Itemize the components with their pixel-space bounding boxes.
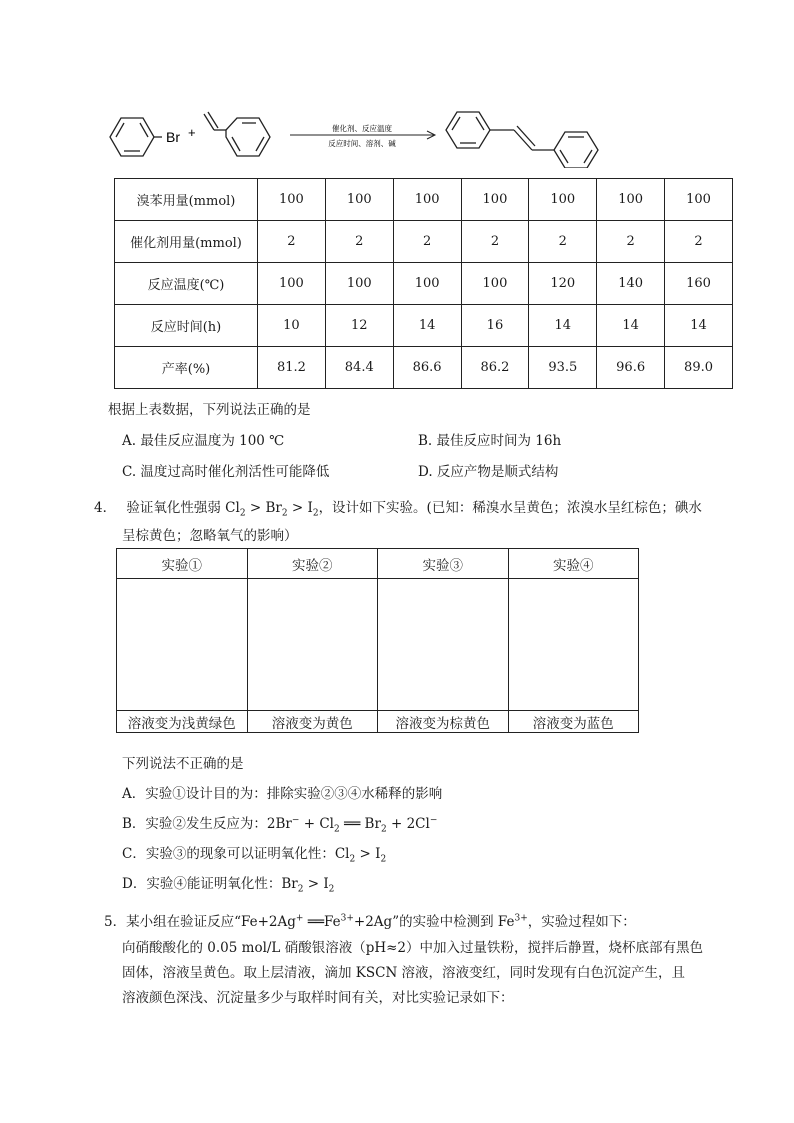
experiment-1-result: 溶液变为浅黄绿色: [117, 711, 248, 733]
bromobenzene-ring: [110, 118, 162, 156]
plus-sign: +: [188, 125, 196, 140]
q3-stem: 根据上表数据，下列说法正确的是: [108, 402, 311, 418]
table-cell: 96.6: [597, 347, 665, 389]
table-cell: 89.0: [665, 347, 733, 389]
experiment-2-figure: [247, 579, 378, 711]
table-cell: 2: [461, 221, 529, 263]
row-header: 催化剂用量(mmol): [115, 221, 258, 263]
table-row: [115, 347, 733, 389]
table-cell: 81.2: [258, 347, 326, 389]
experiment-3-header: 实验③: [378, 549, 509, 579]
reaction-scheme: [96, 104, 626, 168]
condition-bottom: 反应时间、溶剂、碱: [328, 139, 396, 148]
row-header: 产率(%): [115, 347, 258, 389]
q5-paragraph-line3: 溶液颜色深浅、沉淀量多少与取样时间有关，对比实验记录如下：: [122, 990, 514, 1006]
table-cell: 2: [597, 221, 665, 263]
bromo-label: Br: [166, 129, 180, 145]
q4-option-c: C．实验③的现象可以证明氧化性：$Cl_2 > I_2$: [122, 846, 387, 865]
table-cell: 100: [258, 179, 326, 221]
table-cell: 140: [597, 263, 665, 305]
table-cell: 86.6: [393, 347, 461, 389]
table-cell: 100: [529, 179, 597, 221]
yield-data-table: [114, 178, 733, 389]
q3-option-d: D. 反应产物是顺式结构: [418, 464, 559, 480]
q4-stem-line2: 呈棕黄色；忽略氧气的影响）: [122, 528, 298, 544]
table-cell: 2: [529, 221, 597, 263]
table-cell: 2: [665, 221, 733, 263]
q3-option-c: C. 温度过高时催化剂活性可能降低: [122, 464, 330, 480]
experiment-4-header: 实验④: [508, 549, 639, 579]
styrene: [204, 112, 270, 156]
table-cell: 84.4: [325, 347, 393, 389]
q5-stem: 5．某小组在验证反应“Fe+2Ag+ $══Fe^{3+}+2Ag$”的实验中检测到 $Fe^{3+}$，实验过程如下：: [104, 913, 636, 930]
table-cell: 14: [665, 305, 733, 347]
experiment-1-figure: [117, 579, 248, 711]
table-cell: 2: [258, 221, 326, 263]
row-header: 反应时间(h): [115, 305, 258, 347]
q4-option-a: A．实验①设计目的为：排除实验②③④水稀释的影响: [122, 786, 443, 802]
table-row: [117, 579, 639, 711]
q4-number: 4．: [94, 500, 117, 516]
table-row: [115, 305, 733, 347]
table-cell: 100: [461, 179, 529, 221]
table-cell: 100: [393, 179, 461, 221]
table-cell: 14: [529, 305, 597, 347]
table-cell: 86.2: [461, 347, 529, 389]
table-cell: 120: [529, 263, 597, 305]
table-cell: 14: [393, 305, 461, 347]
table-cell: 16: [461, 305, 529, 347]
experiment-2-header: 实验②: [247, 549, 378, 579]
experiment-3-figure: [378, 579, 509, 711]
experiment-4-figure: [508, 579, 639, 711]
experiment-table: [116, 548, 639, 733]
table-cell: 100: [325, 263, 393, 305]
q4-option-b: B．实验②发生反应为：$2Br^- + Cl_2$ ══ $Br_2 + 2Cl^-$: [122, 815, 438, 835]
table-cell: 100: [597, 179, 665, 221]
table-cell: 100: [325, 179, 393, 221]
condition-top: 催化剂、反应温度: [332, 124, 392, 133]
table-cell: 100: [258, 263, 326, 305]
table-cell: 100: [665, 179, 733, 221]
table-row: [117, 711, 639, 733]
table-row: [115, 221, 733, 263]
q5-paragraph-line2: 固体，溶液呈黄色。取上层清液，滴加 KSCN 溶液，溶液变红，同时发现有白色沉淀产生，且: [122, 965, 686, 981]
experiment-4-result: 溶液变为蓝色: [508, 711, 639, 733]
q4-stem-text: 验证氧化性强弱 $Cl_2 > Br_2 > I_2$，设计如下实验。(已知：稀溴水呈黄色；浓溴水呈红棕色；碘水: [126, 500, 702, 519]
table-cell: 93.5: [529, 347, 597, 389]
table-cell: 100: [461, 263, 529, 305]
q4-stem: [94, 496, 702, 519]
table-cell: 14: [597, 305, 665, 347]
q3-option-a: A. 最佳反应温度为 100 ℃: [122, 433, 285, 449]
table-cell: 10: [258, 305, 326, 347]
table-row: [117, 549, 639, 579]
q4-option-d: D．实验④能证明氧化性：$Br_2 > I_2$: [122, 876, 335, 895]
table-cell: 2: [325, 221, 393, 263]
table-cell: 160: [665, 263, 733, 305]
q5-paragraph-line1: 向硝酸酸化的 0.05 mol/L 硝酸银溶液（pH≈2）中加入过量铁粉，搅拌后静置，烧杯底部有黑色: [122, 940, 704, 956]
table-cell: 2: [393, 221, 461, 263]
stilbene-product: [446, 112, 598, 168]
q4-prompt: 下列说法不正确的是: [122, 756, 244, 772]
table-cell: 12: [325, 305, 393, 347]
experiment-3-result: 溶液变为棕黄色: [378, 711, 509, 733]
table-row: [115, 179, 733, 221]
row-header: 反应温度(℃): [115, 263, 258, 305]
experiment-1-header: 实验①: [117, 549, 248, 579]
table-cell: 100: [393, 263, 461, 305]
experiment-2-result: 溶液变为黄色: [247, 711, 378, 733]
table-row: [115, 263, 733, 305]
row-header: 溴苯用量(mmol): [115, 179, 258, 221]
q3-option-b: B. 最佳反应时间为 16h: [418, 433, 562, 449]
